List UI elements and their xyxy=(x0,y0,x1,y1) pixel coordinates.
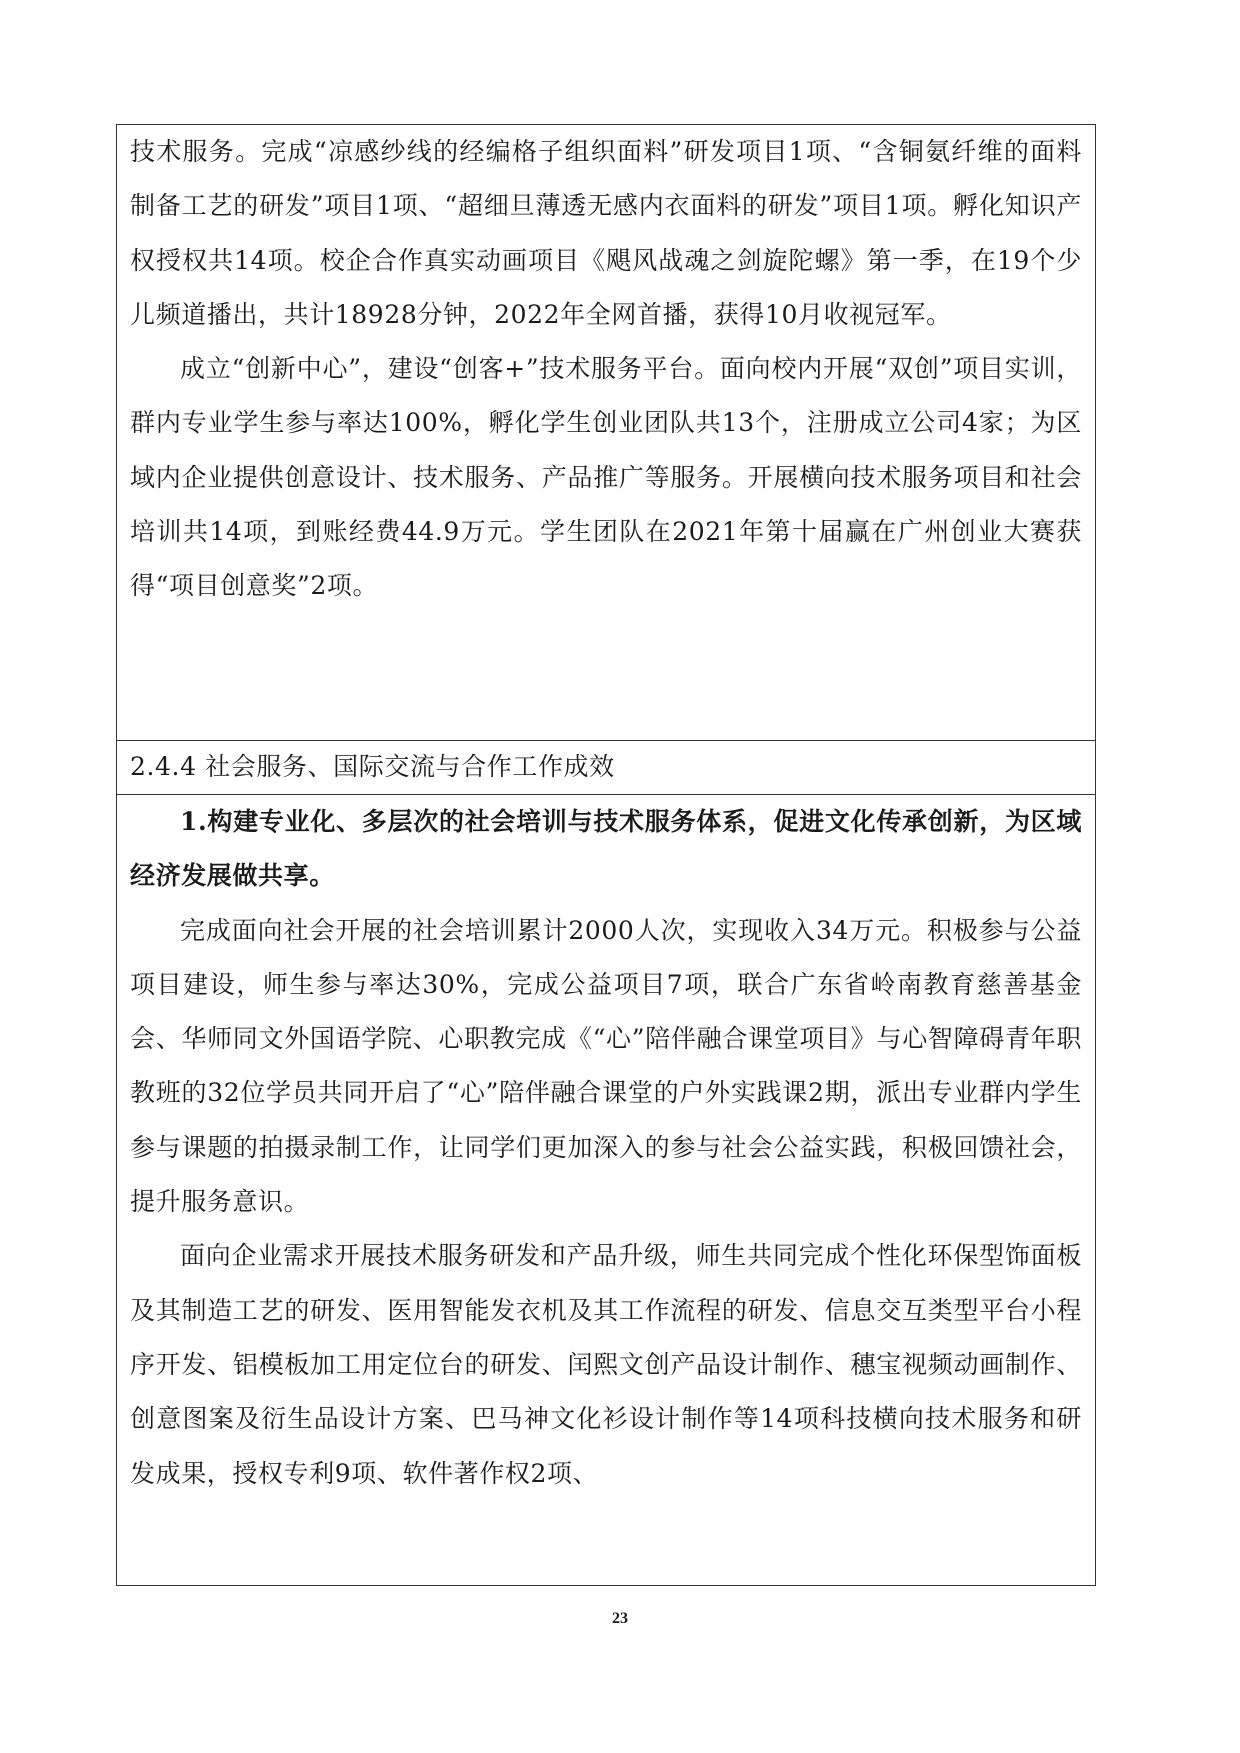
table-cell-section-heading xyxy=(117,740,1095,794)
paragraph-innovation-center: 成立“创新中心”，建设“创客+”技术服务平台。面向校内开展“双创”项目实训，群内专业学生参与率达100%，孵化学生创业团队共13个，注册成立公司4家；为区域内企业提供创意设计、技术服务、产品推广等服务。开展横向技术服务项目和社会培训共14项，到账经费44.9万元。学生团队在2021年第十届赢在广州创业大赛获得“项目创意奖”2项。 xyxy=(130,354,1082,601)
paragraph-social-training: 完成面向社会开展的社会培训累计2000人次，实现收入34万元。积极参与公益项目建设，师生参与率达30%，完成公益项目7项，联合广东省岭南教育慈善基金会、华师同文外国语学院、心职教完成《“心”陪伴融合课堂项目》与心智障碍青年职教班的32位学员共同开启了“心”陪伴融合课堂的户外实践课2期，派出专业群内学生参与课题的拍摄录制工作，让同学们更加深入的参与社会公益实践，积极回馈社会，提升服务意识。 xyxy=(130,915,1082,1217)
paragraph-enterprise-rd: 面向企业需求开展技术服务研发和产品升级，师生共同完成个性化环保型饰面板及其制造工艺的研发、医用智能发衣机及其工作流程的研发、信息交互类型平台小程序开发、铝模板加工用定位台的研发、闰熙文创产品设计制作、穗宝视频动画制作、创意图案及衍生品设计方案、巴马神文化衫设计制作等14项科技横向技术服务和研发成果，授权专利9项、软件著作权2项、 xyxy=(130,1241,1082,1488)
table-cell-social-services xyxy=(117,794,1095,1585)
section-heading: 2.4.4 社会服务、国际交流与合作工作成效 xyxy=(130,752,615,781)
paragraph-tech-services: 技术服务。完成“凉感纱线的经编格子组织面料”研发项目1项、“含铜氨纤维的面料制备工艺的研发”项目1项、“超细旦薄透无感内衣面料的研发”项目1项。孵化知识产权授权共14项。校企合作真实动画项目《飓风战魂之剑旋陀螺》第一季，在19个少儿频道播出，共计18928分钟，2022年全网首播，获得10月收视冠军。 xyxy=(130,137,1082,329)
content-table xyxy=(116,124,1096,1586)
page-number: 23 xyxy=(612,1610,628,1627)
table-cell-tech-services xyxy=(117,125,1095,740)
bold-subheading: 1.构建专业化、多层次的社会培训与技术服务体系，促进文化传承创新，为区域经济发展做共享。 xyxy=(130,807,1082,891)
